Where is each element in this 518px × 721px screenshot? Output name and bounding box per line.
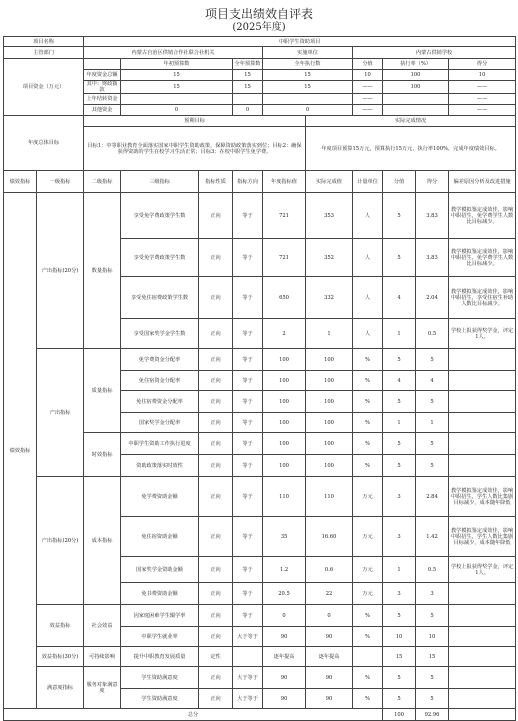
funds-value: —— bbox=[353, 105, 383, 116]
indicator-unit: 人 bbox=[353, 277, 383, 319]
indicator-note: 教学模拟鉴定成效佳，影响中职招生，学生人数比集剧目标减少，成本随年降低 bbox=[449, 517, 516, 557]
indicator-target: 721 bbox=[263, 239, 306, 277]
funds-value: —— bbox=[449, 105, 516, 116]
level3-indicator: 学生资助满意度 bbox=[121, 689, 199, 709]
indicator-unit: % bbox=[353, 391, 383, 413]
dept-row bbox=[4, 47, 516, 59]
indicator-got: 3.83 bbox=[416, 193, 449, 239]
indicator-unit: 人 bbox=[353, 239, 383, 277]
indicator-direction: 等于 bbox=[233, 371, 263, 391]
level3-indicator: 因家庭困难学生辍学率 bbox=[121, 605, 199, 627]
indicator-actual: 逐年提高 bbox=[306, 647, 353, 667]
funds-row-label: 其中：财政拨款 bbox=[84, 81, 121, 94]
indicator-direction: 等于 bbox=[233, 455, 263, 477]
indicator-target: 100 bbox=[263, 371, 306, 391]
indicator-nature: 正向 bbox=[199, 477, 233, 517]
table-cell bbox=[84, 59, 121, 70]
indicator-actual: 0.6 bbox=[306, 557, 353, 583]
level3-indicator: 免书费资助金额 bbox=[121, 583, 199, 605]
indicator-actual: 100 bbox=[306, 433, 353, 455]
indicator-target: 逐年提高 bbox=[263, 647, 306, 667]
indicator-note: 教学模拟鉴定成效佳，影响中职招生，免学费学生人数比目标减少。 bbox=[449, 239, 516, 277]
funds-row-label: 上年结转资金 bbox=[84, 94, 121, 105]
indicator-nature: 正向 bbox=[199, 605, 233, 627]
funds-value: 15 bbox=[233, 81, 263, 94]
indicator-header: 一级指标 bbox=[37, 171, 84, 193]
indicator-nature: 正向 bbox=[199, 239, 233, 277]
indicator-target: 100 bbox=[263, 413, 306, 433]
indicator-header: 绩效指标 bbox=[4, 171, 37, 193]
indicator-score: 5 bbox=[383, 239, 416, 277]
indicator-direction: 大于等于 bbox=[233, 689, 263, 709]
indicator-actual: 110 bbox=[306, 477, 353, 517]
funds-value: 15 bbox=[121, 81, 233, 94]
indicator-direction: 等于 bbox=[233, 413, 263, 433]
indicator-target: 100 bbox=[263, 455, 306, 477]
funds-value: 10 bbox=[449, 70, 516, 81]
indicator-target: 0 bbox=[263, 605, 306, 627]
indicator-actual: 332 bbox=[306, 277, 353, 319]
level3-indicator: 免学费资金分配率 bbox=[121, 349, 199, 371]
funds-header: 全年预算数 bbox=[233, 59, 263, 70]
indicator-target: 110 bbox=[263, 477, 306, 517]
indicator-header: 三级指标 bbox=[121, 171, 199, 193]
funds-row-label: 其他资金 bbox=[84, 105, 121, 116]
indicator-score: 5 bbox=[383, 193, 416, 239]
indicator-got: 10 bbox=[416, 627, 449, 647]
indicator-note bbox=[449, 433, 516, 455]
indicator-header-row bbox=[4, 171, 516, 193]
indicator-actual: 100 bbox=[306, 391, 353, 413]
indicator-row bbox=[4, 605, 516, 627]
indicator-actual: 16.60 bbox=[306, 517, 353, 557]
indicator-nature: 正向 bbox=[199, 193, 233, 239]
indicator-direction: 等于 bbox=[233, 583, 263, 605]
indicator-note bbox=[449, 371, 516, 391]
level3-indicator: 免住宿资金分配率 bbox=[121, 371, 199, 391]
indicator-nature: 正向 bbox=[199, 583, 233, 605]
indicator-actual: 100 bbox=[306, 455, 353, 477]
indicator-score: 5 bbox=[383, 391, 416, 413]
indicator-score: 5 bbox=[383, 433, 416, 455]
level1-all: 绩效指标 bbox=[4, 193, 37, 709]
funds-value: 15 bbox=[233, 70, 263, 81]
indicator-target: 90 bbox=[263, 667, 306, 689]
level1-indicator: 产出指标(20分) bbox=[37, 477, 84, 605]
indicator-nature: 正向 bbox=[199, 391, 233, 413]
level3-indicator: 提升中职教育发展质量 bbox=[121, 647, 199, 667]
indicator-direction bbox=[233, 647, 263, 667]
dept-value: 内蒙古自治区供销合作社联合社机关 bbox=[84, 47, 263, 59]
indicator-actual: 0 bbox=[306, 605, 353, 627]
impl-value: 内蒙古供销学校 bbox=[353, 47, 516, 59]
goals-planned: 目标1：中等职业教育全面落实国家中职学生资助政策，保障资助政策落实到位；目标2：确保获得资助的学生在校学习生活正常；目标3：在校中职学生免学费。 bbox=[84, 127, 306, 171]
level3-indicator: 学生资助满意度 bbox=[121, 667, 199, 689]
indicator-note bbox=[449, 647, 516, 667]
indicator-note: 教学模拟鉴定成效佳，影响中职招生，学生人数比集剧目标减少，成本随年降低 bbox=[449, 477, 516, 517]
indicator-note bbox=[449, 605, 516, 627]
indicator-score: 5 bbox=[383, 605, 416, 627]
indicator-actual: 1 bbox=[306, 319, 353, 349]
level3-indicator: 免住宿费资金分配率 bbox=[121, 391, 199, 413]
indicator-got: 5 bbox=[416, 667, 449, 689]
indicator-score: 3 bbox=[383, 517, 416, 557]
level3-indicator: 国家奖学金资助金额 bbox=[121, 557, 199, 583]
indicator-unit: 万元 bbox=[353, 517, 383, 557]
indicator-score: 1 bbox=[383, 557, 416, 583]
indicator-direction: 等于 bbox=[233, 319, 263, 349]
indicator-unit: % bbox=[353, 627, 383, 647]
indicator-unit: 万元 bbox=[353, 477, 383, 517]
indicator-actual: 100 bbox=[306, 349, 353, 371]
dept-label: 主管部门 bbox=[4, 47, 84, 59]
funds-value: 0 bbox=[121, 105, 233, 116]
indicator-got: 2.84 bbox=[416, 477, 449, 517]
indicator-target: 650 bbox=[263, 277, 306, 319]
funds-label: 项目资金（万元） bbox=[4, 59, 84, 116]
indicator-note: 教学模拟鉴定成效佳，影响中职招生，享受住宿生补助人数比目标减少。 bbox=[449, 277, 516, 319]
indicator-row bbox=[4, 667, 516, 689]
indicator-nature: 正向 bbox=[199, 371, 233, 391]
indicator-unit: % bbox=[353, 371, 383, 391]
indicator-got: 3.83 bbox=[416, 239, 449, 277]
indicator-row bbox=[4, 477, 516, 517]
funds-value: 0 bbox=[233, 105, 263, 116]
funds-header: 分值 bbox=[353, 59, 383, 70]
funds-value: —— bbox=[353, 81, 383, 94]
indicator-nature: 正向 bbox=[199, 319, 233, 349]
level3-indicator: 资助政策落实时效性 bbox=[121, 455, 199, 477]
indicator-got: 4 bbox=[416, 371, 449, 391]
indicator-score: 5 bbox=[383, 455, 416, 477]
funds-value bbox=[383, 105, 449, 116]
indicator-got: 0.5 bbox=[416, 557, 449, 583]
funds-value: 15 bbox=[263, 70, 353, 81]
indicator-got: 3 bbox=[416, 583, 449, 605]
indicator-got: 2.04 bbox=[416, 277, 449, 319]
funds-header: 全年执行数 bbox=[263, 59, 353, 70]
indicator-score: 1 bbox=[383, 413, 416, 433]
page-year: (2025年度) bbox=[232, 22, 286, 33]
indicator-note bbox=[449, 413, 516, 433]
goals-planned-header: 预期目标 bbox=[84, 116, 306, 127]
impl-label: 实施单位 bbox=[263, 47, 353, 59]
funds-header: 年初预算数 bbox=[121, 59, 233, 70]
funds-value: —— bbox=[449, 81, 516, 94]
indicator-note bbox=[449, 667, 516, 689]
indicator-score: 4 bbox=[383, 371, 416, 391]
indicator-note: 学校上报获得奖学金，评定1人。 bbox=[449, 557, 516, 583]
total-score: 100 bbox=[383, 709, 416, 721]
indicator-note bbox=[449, 391, 516, 413]
indicator-got: 5 bbox=[416, 349, 449, 371]
goals-header-row bbox=[4, 116, 516, 127]
funds-value: —— bbox=[449, 94, 516, 105]
level3-indicator: 中职学生就业率 bbox=[121, 627, 199, 647]
indicator-header: 指标性质 bbox=[199, 171, 233, 193]
indicator-got: 1 bbox=[416, 413, 449, 433]
funds-header: 执行率（%） bbox=[383, 59, 449, 70]
indicator-header: 年度指标值 bbox=[263, 171, 306, 193]
indicator-unit: % bbox=[353, 605, 383, 627]
indicator-nature: 正向 bbox=[199, 689, 233, 709]
indicator-header: 指标方向 bbox=[233, 171, 263, 193]
indicator-nature: 正向 bbox=[199, 277, 233, 319]
indicator-direction: 等于 bbox=[233, 477, 263, 517]
indicator-unit: 人 bbox=[353, 319, 383, 349]
level2-indicator: 成本指标 bbox=[84, 477, 121, 605]
indicator-direction: 等于 bbox=[233, 433, 263, 455]
indicator-score: 3 bbox=[383, 477, 416, 517]
indicator-got: 5 bbox=[416, 455, 449, 477]
indicator-header: 实际完成值 bbox=[306, 171, 353, 193]
level3-indicator: 享受免住宿费政策学生数 bbox=[121, 277, 199, 319]
total-got: 92.96 bbox=[416, 709, 449, 721]
table-cell bbox=[449, 709, 516, 721]
indicator-unit: 人 bbox=[353, 193, 383, 239]
level3-indicator: 享受国家奖学金学生数 bbox=[121, 319, 199, 349]
indicator-header: 计量单位 bbox=[353, 171, 383, 193]
indicator-nature: 正向 bbox=[199, 627, 233, 647]
funds-value bbox=[383, 94, 449, 105]
funds-value: 100 bbox=[383, 70, 449, 81]
indicator-direction: 大于等于 bbox=[233, 667, 263, 689]
level1-indicator: 效益指标 bbox=[37, 605, 84, 647]
indicator-actual: 352 bbox=[306, 239, 353, 277]
indicator-unit: 万元 bbox=[353, 583, 383, 605]
level3-indicator: 免学费资助金额 bbox=[121, 477, 199, 517]
indicator-got: 5 bbox=[416, 605, 449, 627]
indicator-note bbox=[449, 689, 516, 709]
level2-indicator: 可持续影响 bbox=[84, 647, 121, 667]
indicator-direction: 大于等于 bbox=[233, 627, 263, 647]
indicator-target: 100 bbox=[263, 433, 306, 455]
evaluation-table bbox=[3, 36, 516, 721]
goals-actual: 年度项目预算15万元，预算执行15万元，执行率100%，完成年度绩效目标。 bbox=[306, 127, 516, 171]
project-name-label: 项目名称 bbox=[4, 37, 84, 47]
level3-indicator: 中职学生资助工作执行进度 bbox=[121, 433, 199, 455]
indicator-direction: 等于 bbox=[233, 517, 263, 557]
funds-value bbox=[263, 94, 353, 105]
indicator-direction: 等于 bbox=[233, 557, 263, 583]
indicator-got: 5 bbox=[416, 433, 449, 455]
funds-value: 15 bbox=[263, 81, 353, 94]
funds-value: 0 bbox=[263, 105, 353, 116]
indicator-nature: 正向 bbox=[199, 413, 233, 433]
indicator-row bbox=[4, 349, 516, 371]
indicator-got: 5 bbox=[416, 391, 449, 413]
funds-value bbox=[233, 94, 263, 105]
funds-header-row bbox=[4, 59, 516, 70]
indicator-note: 学校上报获得奖学金，评定1人。 bbox=[449, 319, 516, 349]
indicator-unit: % bbox=[353, 413, 383, 433]
level2-indicator: 数量指标 bbox=[84, 193, 121, 349]
indicator-actual: 90 bbox=[306, 667, 353, 689]
indicator-header: 得分 bbox=[416, 171, 449, 193]
indicator-score: 5 bbox=[383, 349, 416, 371]
indicator-score: 1 bbox=[383, 319, 416, 349]
indicator-target: 20.5 bbox=[263, 583, 306, 605]
indicator-nature: 正向 bbox=[199, 517, 233, 557]
indicator-nature: 正向 bbox=[199, 455, 233, 477]
goals-actual-header: 实际完成情况 bbox=[306, 116, 516, 127]
indicator-nature: 定性 bbox=[199, 647, 233, 667]
indicator-unit: 万元 bbox=[353, 557, 383, 583]
level2-indicator: 质量指标 bbox=[84, 349, 121, 433]
level2-indicator: 社会效益 bbox=[84, 605, 121, 647]
level1-indicator: 产出指标(20分) bbox=[37, 193, 84, 349]
indicator-note bbox=[449, 349, 516, 371]
level1-indicator: 满意度指标 bbox=[37, 667, 84, 709]
indicator-direction: 等于 bbox=[233, 605, 263, 627]
level1-indicator: 效益指标(30分) bbox=[37, 647, 84, 667]
level2-indicator: 服务对象满意度 bbox=[84, 667, 121, 709]
indicator-direction: 等于 bbox=[233, 391, 263, 413]
funds-value bbox=[121, 94, 233, 105]
project-name-row bbox=[4, 37, 516, 47]
indicator-target: 100 bbox=[263, 391, 306, 413]
indicator-target: 2 bbox=[263, 319, 306, 349]
indicator-target: 1.2 bbox=[263, 557, 306, 583]
indicator-note bbox=[449, 627, 516, 647]
indicator-nature: 正向 bbox=[199, 433, 233, 455]
indicator-actual: 100 bbox=[306, 371, 353, 391]
indicator-got: 5 bbox=[416, 689, 449, 709]
indicator-actual: 90 bbox=[306, 627, 353, 647]
indicator-score: 3 bbox=[383, 583, 416, 605]
indicator-unit bbox=[353, 647, 383, 667]
level1-indicator: 产出指标 bbox=[37, 349, 84, 477]
indicator-target: 90 bbox=[263, 689, 306, 709]
indicator-score: 15 bbox=[383, 647, 416, 667]
indicator-header: 分值 bbox=[383, 171, 416, 193]
indicator-got: 15 bbox=[416, 647, 449, 667]
indicator-note bbox=[449, 455, 516, 477]
indicator-unit: % bbox=[353, 689, 383, 709]
indicator-actual: 100 bbox=[306, 413, 353, 433]
indicator-header: 二级指标 bbox=[84, 171, 121, 193]
indicator-actual: 22 bbox=[306, 583, 353, 605]
level2-indicator: 时效指标 bbox=[84, 433, 121, 477]
indicator-direction: 等于 bbox=[233, 349, 263, 371]
indicator-row bbox=[4, 647, 516, 667]
total-row bbox=[4, 709, 516, 721]
indicator-actual: 90 bbox=[306, 689, 353, 709]
indicator-got: 1.42 bbox=[416, 517, 449, 557]
indicator-target: 721 bbox=[263, 193, 306, 239]
indicator-nature: 正向 bbox=[199, 349, 233, 371]
funds-value: 15 bbox=[121, 70, 233, 81]
level3-indicator: 免住宿资助金额 bbox=[121, 517, 199, 557]
funds-value: 100 bbox=[383, 81, 449, 94]
indicator-score: 10 bbox=[383, 627, 416, 647]
funds-value: —— bbox=[353, 94, 383, 105]
level3-indicator: 享受免学费政策学生数 bbox=[121, 193, 199, 239]
indicator-header: 偏差原因分析及改进措施 bbox=[449, 171, 516, 193]
indicator-unit: % bbox=[353, 667, 383, 689]
total-label: 总分 bbox=[4, 709, 383, 721]
indicator-score: 5 bbox=[383, 667, 416, 689]
indicator-direction: 等于 bbox=[233, 239, 263, 277]
indicator-unit: % bbox=[353, 349, 383, 371]
indicator-direction: 等于 bbox=[233, 193, 263, 239]
indicator-unit: % bbox=[353, 455, 383, 477]
page-title: 项目支出绩效自评表 bbox=[204, 7, 313, 21]
indicator-nature: 正向 bbox=[199, 667, 233, 689]
indicator-note bbox=[449, 583, 516, 605]
goals-label: 年度总体目标 bbox=[4, 116, 84, 171]
level3-indicator: 国家奖学金分配率 bbox=[121, 413, 199, 433]
funds-header: 得分 bbox=[449, 59, 516, 70]
indicator-target: 100 bbox=[263, 349, 306, 371]
indicator-score: 4 bbox=[383, 277, 416, 319]
indicator-note: 教学模拟鉴定成效佳，影响中职招生，免学费学生人数比目标减少。 bbox=[449, 193, 516, 239]
project-name: 中职学生资助项目 bbox=[84, 37, 516, 47]
indicator-row bbox=[4, 193, 516, 239]
indicator-direction: 等于 bbox=[233, 277, 263, 319]
indicator-target: 90 bbox=[263, 627, 306, 647]
indicator-got: 0.5 bbox=[416, 319, 449, 349]
funds-value: 10 bbox=[353, 70, 383, 81]
indicator-nature: 正向 bbox=[199, 557, 233, 583]
level3-indicator: 享受免学费政策学生数 bbox=[121, 239, 199, 277]
indicator-target: 35 bbox=[263, 517, 306, 557]
indicator-score: 5 bbox=[383, 689, 416, 709]
indicator-unit: % bbox=[353, 433, 383, 455]
funds-row-label: 年度资金总额 bbox=[84, 70, 121, 81]
indicator-actual: 353 bbox=[306, 193, 353, 239]
